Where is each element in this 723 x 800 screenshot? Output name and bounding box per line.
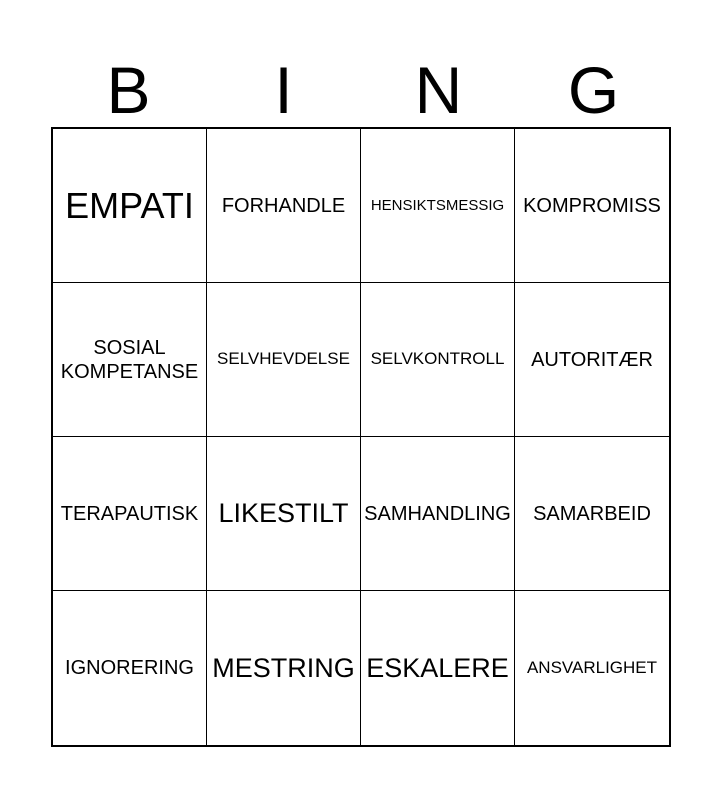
bingo-cell[interactable]: KOMPROMISS — [515, 129, 669, 283]
bingo-header — [51, 52, 671, 128]
bingo-cell[interactable]: TERAPAUTISK — [53, 437, 207, 591]
bingo-cell[interactable]: ESKALERE — [361, 591, 515, 745]
bingo-cell[interactable]: SELVKONTROLL — [361, 283, 515, 437]
header-letter-g: G — [567, 53, 620, 127]
header-letter-b: B — [106, 53, 151, 127]
bingo-cell[interactable]: SAMHANDLING — [361, 437, 515, 591]
bingo-cell[interactable]: SAMARBEID — [515, 437, 669, 591]
bingo-cell[interactable]: IGNORERING — [53, 591, 207, 745]
header-letter-i: I — [274, 53, 293, 127]
bingo-cell[interactable]: ANSVARLIGHET — [526, 657, 658, 677]
bingo-cell[interactable]: SELVHEVDELSE — [207, 283, 361, 437]
bingo-cell[interactable]: SOSIAL KOMPETANSE — [53, 283, 207, 437]
bingo-cell[interactable]: HENSIKTSMESSIG — [361, 129, 515, 283]
bingo-cell[interactable]: FORHANDLE — [207, 129, 361, 283]
bingo-cell[interactable]: AUTORITÆR — [515, 283, 669, 437]
header-letter-n: N — [414, 53, 463, 127]
bingo-board — [51, 127, 671, 747]
bingo-cell[interactable]: MESTRING — [207, 591, 361, 745]
bingo-cell[interactable]: EMPATI — [53, 129, 207, 283]
bingo-cell[interactable]: LIKESTILT — [207, 437, 361, 591]
